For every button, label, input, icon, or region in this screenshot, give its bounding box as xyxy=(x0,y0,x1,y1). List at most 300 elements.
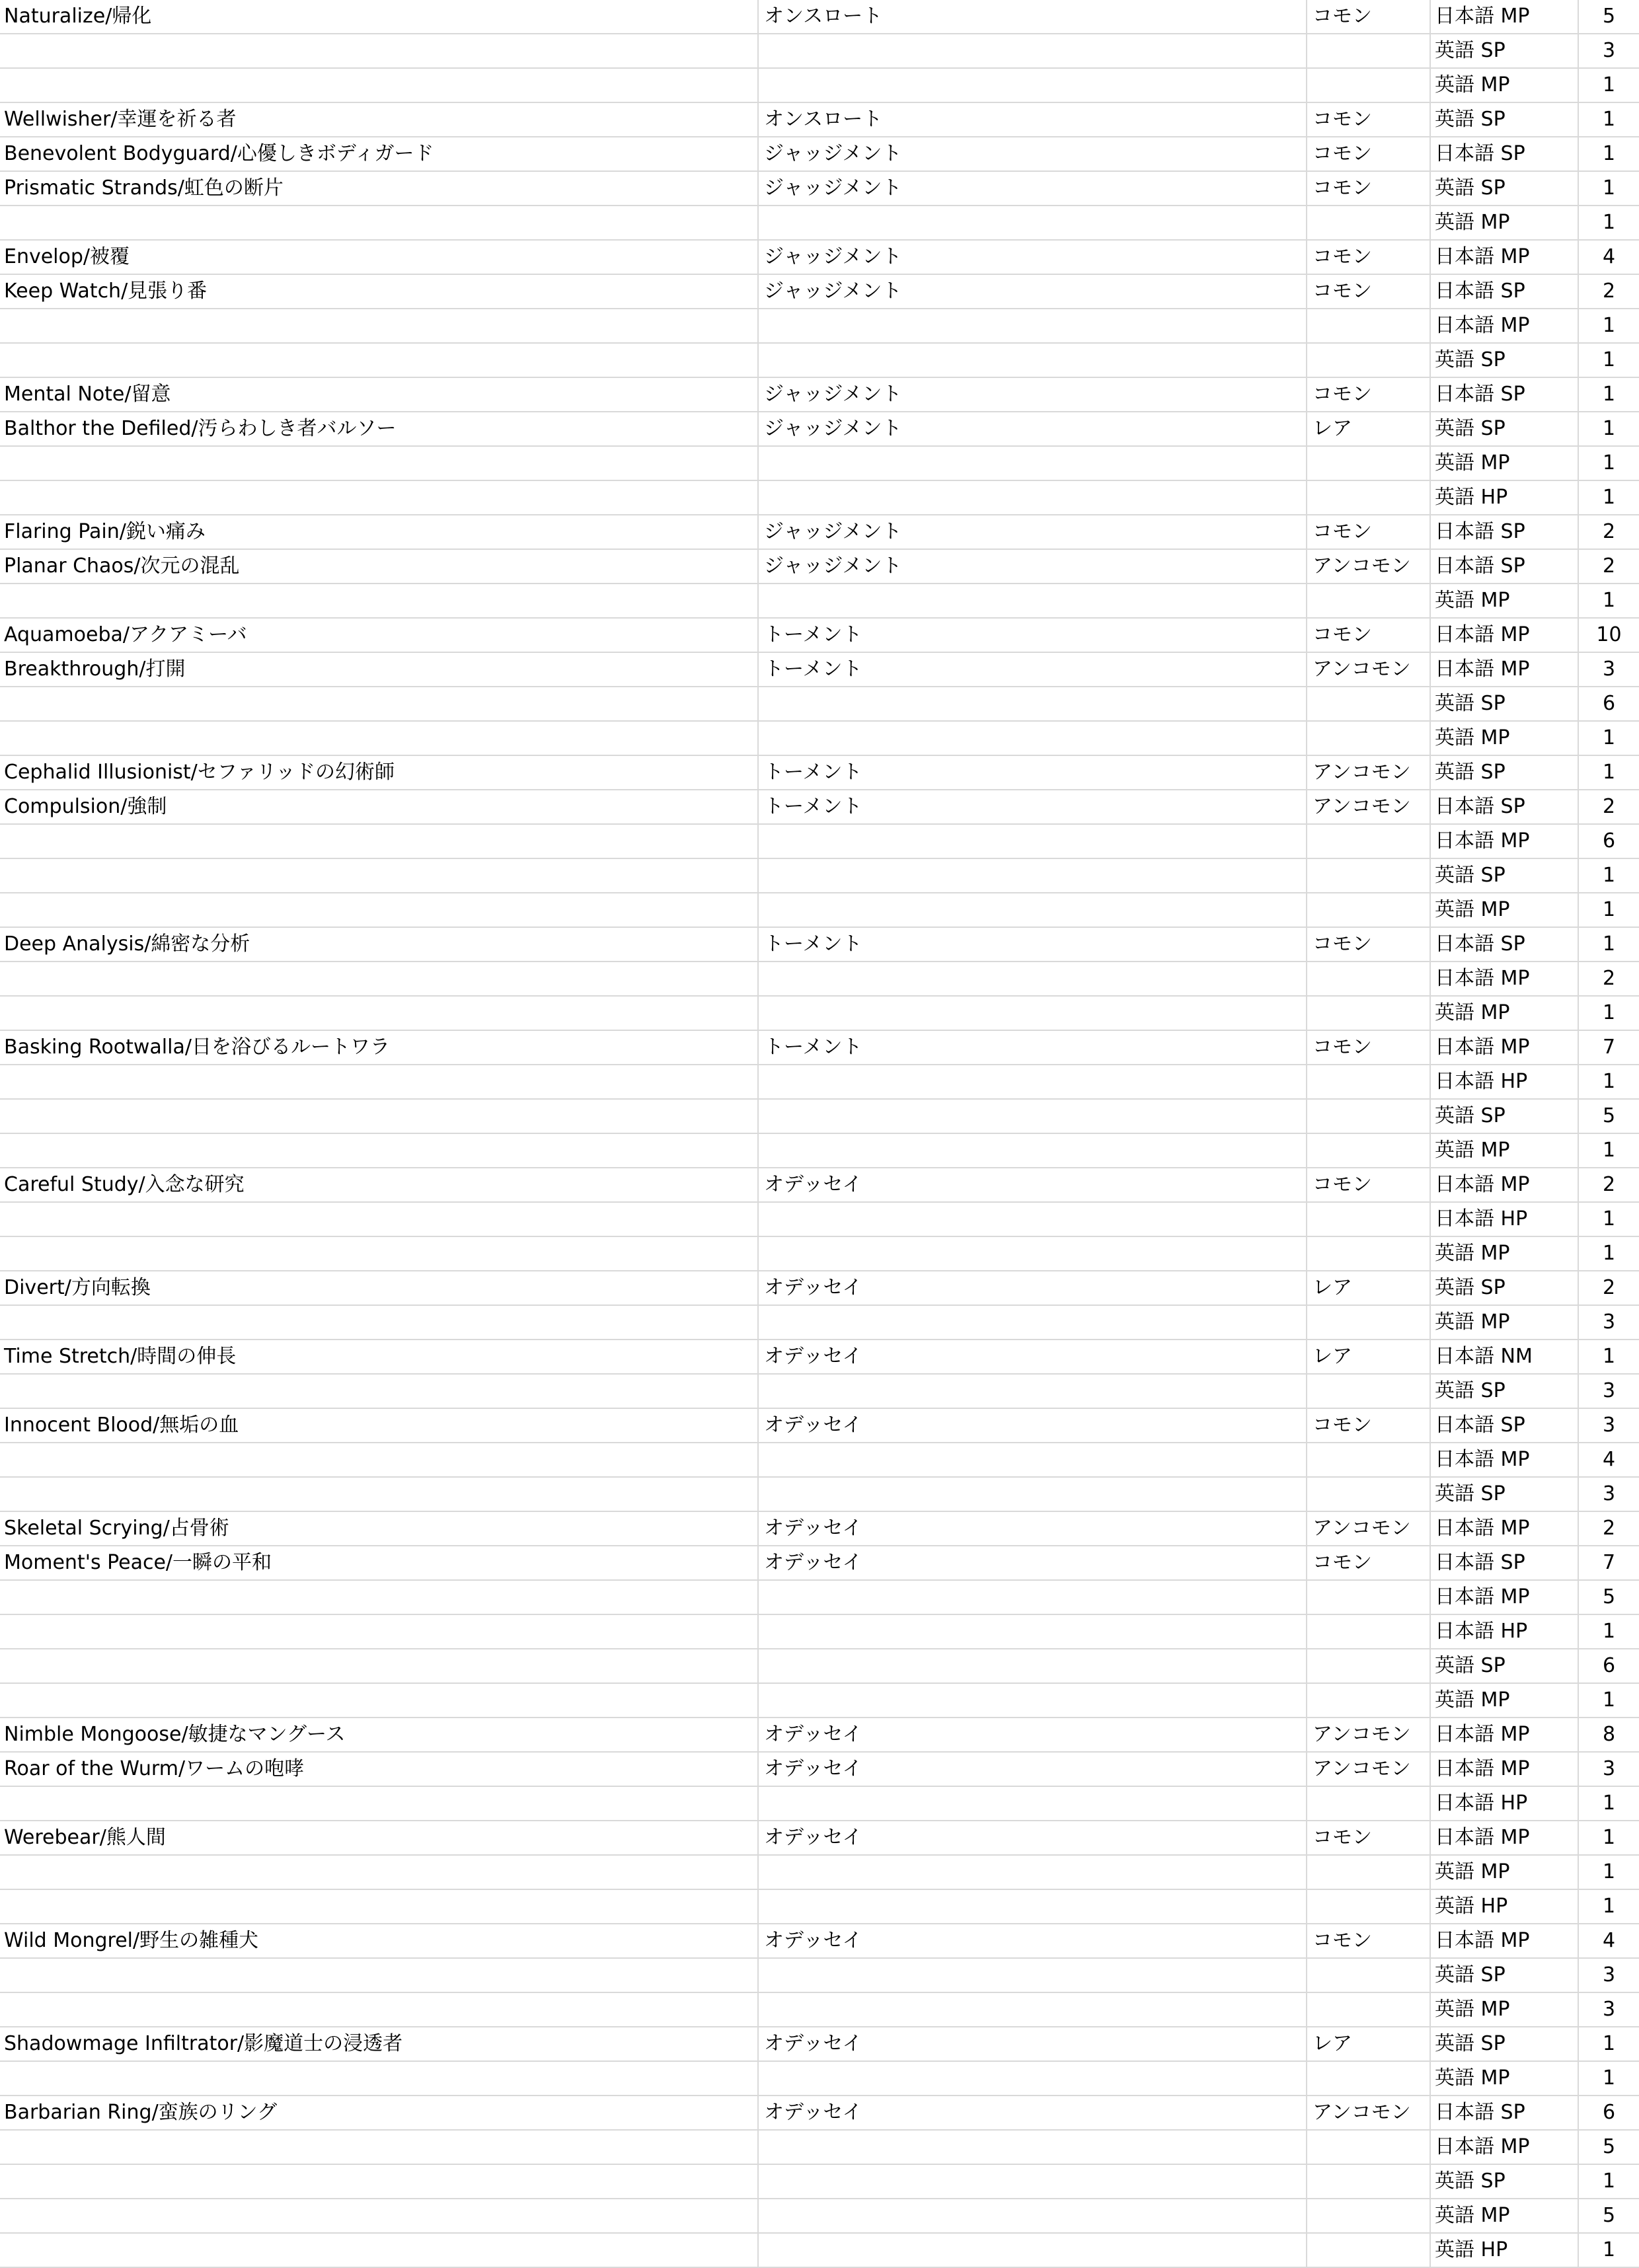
language-condition-cell[interactable]: 英語 MP xyxy=(1430,2199,1578,2233)
language-condition-cell[interactable]: 英語 MP xyxy=(1430,2061,1578,2096)
card-name-cell[interactable] xyxy=(0,1614,758,1649)
card-name-cell[interactable]: Benevolent Bodyguard/心優しきボディガード xyxy=(0,137,758,171)
set-cell[interactable]: オデッセイ xyxy=(758,1752,1307,1786)
rarity-cell[interactable] xyxy=(1307,1855,1430,1889)
language-condition-cell[interactable]: 日本語 MP xyxy=(1430,1718,1578,1752)
quantity-cell[interactable]: 2 xyxy=(1578,515,1639,549)
language-condition-cell[interactable]: 日本語 SP xyxy=(1430,1546,1578,1580)
quantity-cell[interactable]: 1 xyxy=(1578,1065,1639,1099)
set-cell[interactable]: ジャッジメント xyxy=(758,412,1307,446)
quantity-cell[interactable]: 1 xyxy=(1578,480,1639,515)
set-cell[interactable] xyxy=(758,2130,1307,2164)
language-condition-cell[interactable]: 英語 HP xyxy=(1430,480,1578,515)
set-cell[interactable]: オデッセイ xyxy=(758,1340,1307,1374)
language-condition-cell[interactable]: 日本語 MP xyxy=(1430,824,1578,858)
set-cell[interactable]: オデッセイ xyxy=(758,1408,1307,1443)
language-condition-cell[interactable]: 日本語 HP xyxy=(1430,1786,1578,1821)
quantity-cell[interactable]: 4 xyxy=(1578,1443,1639,1477)
set-cell[interactable] xyxy=(758,206,1307,240)
card-name-cell[interactable]: Roar of the Wurm/ワームの咆哮 xyxy=(0,1752,758,1786)
set-cell[interactable]: トーメント xyxy=(758,927,1307,962)
quantity-cell[interactable]: 4 xyxy=(1578,240,1639,274)
rarity-cell[interactable] xyxy=(1307,2233,1430,2267)
language-condition-cell[interactable]: 英語 MP xyxy=(1430,1133,1578,1168)
rarity-cell[interactable]: コモン xyxy=(1307,137,1430,171)
set-cell[interactable]: オンスロート xyxy=(758,102,1307,137)
card-name-cell[interactable]: Mental Note/留意 xyxy=(0,377,758,412)
card-name-cell[interactable] xyxy=(0,1065,758,1099)
rarity-cell[interactable] xyxy=(1307,1477,1430,1511)
set-cell[interactable] xyxy=(758,1202,1307,1236)
quantity-cell[interactable]: 7 xyxy=(1578,1030,1639,1065)
quantity-cell[interactable]: 1 xyxy=(1578,2164,1639,2199)
language-condition-cell[interactable]: 日本語 MP xyxy=(1430,1443,1578,1477)
rarity-cell[interactable] xyxy=(1307,962,1430,996)
set-cell[interactable] xyxy=(758,1065,1307,1099)
rarity-cell[interactable]: コモン xyxy=(1307,1408,1430,1443)
language-condition-cell[interactable]: 英語 SP xyxy=(1430,102,1578,137)
card-name-cell[interactable] xyxy=(0,893,758,927)
set-cell[interactable] xyxy=(758,962,1307,996)
card-name-cell[interactable] xyxy=(0,1580,758,1614)
card-name-cell[interactable]: Time Stretch/時間の伸長 xyxy=(0,1340,758,1374)
card-name-cell[interactable]: Prismatic Strands/虹色の断片 xyxy=(0,171,758,206)
card-name-cell[interactable]: Compulsion/強制 xyxy=(0,790,758,824)
rarity-cell[interactable]: コモン xyxy=(1307,1924,1430,1958)
quantity-cell[interactable]: 1 xyxy=(1578,1855,1639,1889)
language-condition-cell[interactable]: 英語 MP xyxy=(1430,1683,1578,1718)
card-name-cell[interactable]: Careful Study/入念な研究 xyxy=(0,1168,758,1202)
set-cell[interactable]: ジャッジメント xyxy=(758,240,1307,274)
language-condition-cell[interactable]: 日本語 MP xyxy=(1430,240,1578,274)
card-name-cell[interactable]: Innocent Blood/無垢の血 xyxy=(0,1408,758,1443)
rarity-cell[interactable] xyxy=(1307,1958,1430,1992)
quantity-cell[interactable]: 3 xyxy=(1578,1374,1639,1408)
rarity-cell[interactable]: コモン xyxy=(1307,240,1430,274)
set-cell[interactable] xyxy=(758,2199,1307,2233)
set-cell[interactable] xyxy=(758,1855,1307,1889)
quantity-cell[interactable]: 1 xyxy=(1578,858,1639,893)
quantity-cell[interactable]: 3 xyxy=(1578,1408,1639,1443)
card-name-cell[interactable] xyxy=(0,1889,758,1924)
card-name-cell[interactable] xyxy=(0,687,758,721)
quantity-cell[interactable]: 1 xyxy=(1578,1889,1639,1924)
set-cell[interactable] xyxy=(758,584,1307,618)
card-name-cell[interactable]: Basking Rootwalla/日を浴びるルートワラ xyxy=(0,1030,758,1065)
rarity-cell[interactable] xyxy=(1307,2164,1430,2199)
rarity-cell[interactable]: アンコモン xyxy=(1307,2096,1430,2130)
quantity-cell[interactable]: 2 xyxy=(1578,790,1639,824)
set-cell[interactable] xyxy=(758,824,1307,858)
set-cell[interactable] xyxy=(758,1099,1307,1133)
card-name-cell[interactable]: Werebear/熊人間 xyxy=(0,1821,758,1855)
quantity-cell[interactable]: 1 xyxy=(1578,68,1639,102)
rarity-cell[interactable] xyxy=(1307,1992,1430,2027)
quantity-cell[interactable]: 2 xyxy=(1578,1511,1639,1546)
quantity-cell[interactable]: 6 xyxy=(1578,1649,1639,1683)
set-cell[interactable] xyxy=(758,1374,1307,1408)
set-cell[interactable] xyxy=(758,2164,1307,2199)
language-condition-cell[interactable]: 日本語 MP xyxy=(1430,1511,1578,1546)
quantity-cell[interactable]: 3 xyxy=(1578,1477,1639,1511)
language-condition-cell[interactable]: 日本語 MP xyxy=(1430,1580,1578,1614)
language-condition-cell[interactable]: 英語 SP xyxy=(1430,412,1578,446)
set-cell[interactable] xyxy=(758,1580,1307,1614)
set-cell[interactable]: ジャッジメント xyxy=(758,274,1307,309)
quantity-cell[interactable]: 1 xyxy=(1578,102,1639,137)
set-cell[interactable]: ジャッジメント xyxy=(758,377,1307,412)
quantity-cell[interactable]: 1 xyxy=(1578,137,1639,171)
rarity-cell[interactable]: コモン xyxy=(1307,377,1430,412)
language-condition-cell[interactable]: 日本語 MP xyxy=(1430,962,1578,996)
rarity-cell[interactable] xyxy=(1307,1443,1430,1477)
quantity-cell[interactable]: 1 xyxy=(1578,412,1639,446)
card-name-cell[interactable] xyxy=(0,34,758,68)
rarity-cell[interactable] xyxy=(1307,858,1430,893)
card-name-cell[interactable] xyxy=(0,1099,758,1133)
language-condition-cell[interactable]: 英語 MP xyxy=(1430,893,1578,927)
rarity-cell[interactable]: コモン xyxy=(1307,1821,1430,1855)
language-condition-cell[interactable]: 英語 SP xyxy=(1430,1099,1578,1133)
quantity-cell[interactable]: 6 xyxy=(1578,2096,1639,2130)
set-cell[interactable]: オデッセイ xyxy=(758,1718,1307,1752)
card-name-cell[interactable] xyxy=(0,824,758,858)
set-cell[interactable] xyxy=(758,721,1307,755)
language-condition-cell[interactable]: 日本語 SP xyxy=(1430,790,1578,824)
language-condition-cell[interactable]: 日本語 SP xyxy=(1430,2096,1578,2130)
card-name-cell[interactable] xyxy=(0,2061,758,2096)
rarity-cell[interactable]: コモン xyxy=(1307,102,1430,137)
set-cell[interactable] xyxy=(758,480,1307,515)
set-cell[interactable] xyxy=(758,34,1307,68)
language-condition-cell[interactable]: 英語 MP xyxy=(1430,1236,1578,1271)
card-name-cell[interactable] xyxy=(0,2199,758,2233)
language-condition-cell[interactable]: 英語 HP xyxy=(1430,2233,1578,2267)
rarity-cell[interactable]: レア xyxy=(1307,2027,1430,2061)
rarity-cell[interactable]: アンコモン xyxy=(1307,755,1430,790)
quantity-cell[interactable]: 1 xyxy=(1578,996,1639,1030)
quantity-cell[interactable]: 6 xyxy=(1578,824,1639,858)
quantity-cell[interactable]: 8 xyxy=(1578,1718,1639,1752)
card-name-cell[interactable]: Naturalize/帰化 xyxy=(0,0,758,34)
language-condition-cell[interactable]: 英語 SP xyxy=(1430,343,1578,377)
card-name-cell[interactable]: Barbarian Ring/蛮族のリング xyxy=(0,2096,758,2130)
set-cell[interactable] xyxy=(758,1443,1307,1477)
rarity-cell[interactable]: アンコモン xyxy=(1307,1752,1430,1786)
card-name-cell[interactable] xyxy=(0,480,758,515)
rarity-cell[interactable] xyxy=(1307,2199,1430,2233)
card-name-cell[interactable]: Moment's Peace/一瞬の平和 xyxy=(0,1546,758,1580)
rarity-cell[interactable] xyxy=(1307,1133,1430,1168)
set-cell[interactable] xyxy=(758,996,1307,1030)
set-cell[interactable]: オデッセイ xyxy=(758,1271,1307,1305)
set-cell[interactable]: トーメント xyxy=(758,755,1307,790)
set-cell[interactable] xyxy=(758,1477,1307,1511)
card-name-cell[interactable] xyxy=(0,1305,758,1340)
language-condition-cell[interactable]: 英語 MP xyxy=(1430,584,1578,618)
rarity-cell[interactable]: コモン xyxy=(1307,515,1430,549)
card-name-cell[interactable] xyxy=(0,1958,758,1992)
set-cell[interactable]: オデッセイ xyxy=(758,1511,1307,1546)
card-name-cell[interactable] xyxy=(0,1443,758,1477)
rarity-cell[interactable]: アンコモン xyxy=(1307,790,1430,824)
rarity-cell[interactable] xyxy=(1307,893,1430,927)
card-name-cell[interactable]: Cephalid Illusionist/セファリッドの幻術師 xyxy=(0,755,758,790)
quantity-cell[interactable]: 5 xyxy=(1578,2130,1639,2164)
set-cell[interactable] xyxy=(758,1958,1307,1992)
quantity-cell[interactable]: 1 xyxy=(1578,1340,1639,1374)
language-condition-cell[interactable]: 英語 MP xyxy=(1430,1305,1578,1340)
rarity-cell[interactable]: コモン xyxy=(1307,171,1430,206)
language-condition-cell[interactable]: 英語 SP xyxy=(1430,1649,1578,1683)
card-name-cell[interactable]: Wild Mongrel/野生の雑種犬 xyxy=(0,1924,758,1958)
card-name-cell[interactable] xyxy=(0,1477,758,1511)
quantity-cell[interactable]: 1 xyxy=(1578,206,1639,240)
language-condition-cell[interactable]: 英語 MP xyxy=(1430,996,1578,1030)
card-name-cell[interactable]: Keep Watch/見張り番 xyxy=(0,274,758,309)
language-condition-cell[interactable]: 日本語 MP xyxy=(1430,618,1578,652)
card-name-cell[interactable]: Aquamoeba/アクアミーバ xyxy=(0,618,758,652)
quantity-cell[interactable]: 1 xyxy=(1578,2027,1639,2061)
set-cell[interactable]: オデッセイ xyxy=(758,1924,1307,1958)
quantity-cell[interactable]: 5 xyxy=(1578,1580,1639,1614)
set-cell[interactable] xyxy=(758,446,1307,480)
quantity-cell[interactable]: 1 xyxy=(1578,171,1639,206)
set-cell[interactable]: ジャッジメント xyxy=(758,137,1307,171)
set-cell[interactable]: ジャッジメント xyxy=(758,549,1307,584)
set-cell[interactable] xyxy=(758,1683,1307,1718)
card-name-cell[interactable] xyxy=(0,721,758,755)
language-condition-cell[interactable]: 英語 SP xyxy=(1430,858,1578,893)
card-name-cell[interactable] xyxy=(0,343,758,377)
card-name-cell[interactable] xyxy=(0,2164,758,2199)
language-condition-cell[interactable]: 英語 SP xyxy=(1430,34,1578,68)
set-cell[interactable]: トーメント xyxy=(758,1030,1307,1065)
rarity-cell[interactable]: アンコモン xyxy=(1307,1718,1430,1752)
card-name-cell[interactable]: Breakthrough/打開 xyxy=(0,652,758,687)
rarity-cell[interactable]: レア xyxy=(1307,412,1430,446)
rarity-cell[interactable] xyxy=(1307,446,1430,480)
language-condition-cell[interactable]: 日本語 MP xyxy=(1430,1924,1578,1958)
set-cell[interactable]: ジャッジメント xyxy=(758,515,1307,549)
card-name-cell[interactable] xyxy=(0,1374,758,1408)
quantity-cell[interactable]: 5 xyxy=(1578,2199,1639,2233)
card-name-cell[interactable]: Envelop/被覆 xyxy=(0,240,758,274)
set-cell[interactable] xyxy=(758,2233,1307,2267)
card-name-cell[interactable] xyxy=(0,309,758,343)
card-name-cell[interactable]: Wellwisher/幸運を祈る者 xyxy=(0,102,758,137)
set-cell[interactable] xyxy=(758,68,1307,102)
quantity-cell[interactable]: 1 xyxy=(1578,1133,1639,1168)
set-cell[interactable]: オデッセイ xyxy=(758,1821,1307,1855)
language-condition-cell[interactable]: 日本語 MP xyxy=(1430,309,1578,343)
rarity-cell[interactable] xyxy=(1307,687,1430,721)
language-condition-cell[interactable]: 日本語 NM xyxy=(1430,1340,1578,1374)
rarity-cell[interactable] xyxy=(1307,1649,1430,1683)
set-cell[interactable] xyxy=(758,1649,1307,1683)
language-condition-cell[interactable]: 英語 MP xyxy=(1430,721,1578,755)
language-condition-cell[interactable]: 日本語 SP xyxy=(1430,274,1578,309)
rarity-cell[interactable] xyxy=(1307,2061,1430,2096)
set-cell[interactable] xyxy=(758,687,1307,721)
quantity-cell[interactable]: 1 xyxy=(1578,1683,1639,1718)
rarity-cell[interactable] xyxy=(1307,1580,1430,1614)
language-condition-cell[interactable]: 英語 MP xyxy=(1430,68,1578,102)
set-cell[interactable]: オデッセイ xyxy=(758,1546,1307,1580)
set-cell[interactable]: トーメント xyxy=(758,618,1307,652)
rarity-cell[interactable] xyxy=(1307,721,1430,755)
language-condition-cell[interactable]: 日本語 MP xyxy=(1430,0,1578,34)
rarity-cell[interactable] xyxy=(1307,584,1430,618)
quantity-cell[interactable]: 3 xyxy=(1578,652,1639,687)
quantity-cell[interactable]: 1 xyxy=(1578,309,1639,343)
language-condition-cell[interactable]: 英語 SP xyxy=(1430,2164,1578,2199)
quantity-cell[interactable]: 7 xyxy=(1578,1546,1639,1580)
rarity-cell[interactable] xyxy=(1307,1374,1430,1408)
card-name-cell[interactable] xyxy=(0,2130,758,2164)
language-condition-cell[interactable]: 英語 SP xyxy=(1430,171,1578,206)
rarity-cell[interactable] xyxy=(1307,2130,1430,2164)
language-condition-cell[interactable]: 日本語 MP xyxy=(1430,1168,1578,1202)
set-cell[interactable]: トーメント xyxy=(758,652,1307,687)
rarity-cell[interactable]: レア xyxy=(1307,1340,1430,1374)
quantity-cell[interactable]: 1 xyxy=(1578,927,1639,962)
language-condition-cell[interactable]: 日本語 MP xyxy=(1430,2130,1578,2164)
language-condition-cell[interactable]: 日本語 MP xyxy=(1430,1030,1578,1065)
language-condition-cell[interactable]: 英語 SP xyxy=(1430,1271,1578,1305)
quantity-cell[interactable]: 1 xyxy=(1578,343,1639,377)
rarity-cell[interactable]: アンコモン xyxy=(1307,549,1430,584)
card-name-cell[interactable] xyxy=(0,996,758,1030)
card-name-cell[interactable] xyxy=(0,1202,758,1236)
rarity-cell[interactable] xyxy=(1307,1065,1430,1099)
set-cell[interactable] xyxy=(758,893,1307,927)
language-condition-cell[interactable]: 英語 SP xyxy=(1430,1958,1578,1992)
quantity-cell[interactable]: 2 xyxy=(1578,1168,1639,1202)
quantity-cell[interactable]: 1 xyxy=(1578,1236,1639,1271)
quantity-cell[interactable]: 1 xyxy=(1578,1202,1639,1236)
set-cell[interactable] xyxy=(758,1236,1307,1271)
card-name-cell[interactable]: Skeletal Scrying/占骨術 xyxy=(0,1511,758,1546)
quantity-cell[interactable]: 3 xyxy=(1578,1958,1639,1992)
quantity-cell[interactable]: 1 xyxy=(1578,584,1639,618)
rarity-cell[interactable]: コモン xyxy=(1307,1168,1430,1202)
set-cell[interactable]: オデッセイ xyxy=(758,1168,1307,1202)
language-condition-cell[interactable]: 英語 HP xyxy=(1430,1889,1578,1924)
set-cell[interactable] xyxy=(758,343,1307,377)
quantity-cell[interactable]: 5 xyxy=(1578,0,1639,34)
quantity-cell[interactable]: 1 xyxy=(1578,1821,1639,1855)
language-condition-cell[interactable]: 日本語 MP xyxy=(1430,1752,1578,1786)
quantity-cell[interactable]: 1 xyxy=(1578,1614,1639,1649)
rarity-cell[interactable] xyxy=(1307,1614,1430,1649)
rarity-cell[interactable]: コモン xyxy=(1307,1546,1430,1580)
language-condition-cell[interactable]: 日本語 SP xyxy=(1430,515,1578,549)
language-condition-cell[interactable]: 日本語 MP xyxy=(1430,652,1578,687)
language-condition-cell[interactable]: 日本語 SP xyxy=(1430,927,1578,962)
rarity-cell[interactable]: コモン xyxy=(1307,1030,1430,1065)
set-cell[interactable]: トーメント xyxy=(758,790,1307,824)
card-name-cell[interactable] xyxy=(0,1649,758,1683)
quantity-cell[interactable]: 2 xyxy=(1578,1271,1639,1305)
language-condition-cell[interactable]: 英語 SP xyxy=(1430,2027,1578,2061)
quantity-cell[interactable]: 1 xyxy=(1578,2061,1639,2096)
quantity-cell[interactable]: 6 xyxy=(1578,687,1639,721)
rarity-cell[interactable] xyxy=(1307,824,1430,858)
language-condition-cell[interactable]: 日本語 SP xyxy=(1430,377,1578,412)
rarity-cell[interactable]: コモン xyxy=(1307,274,1430,309)
card-name-cell[interactable] xyxy=(0,446,758,480)
rarity-cell[interactable] xyxy=(1307,34,1430,68)
language-condition-cell[interactable]: 日本語 SP xyxy=(1430,137,1578,171)
rarity-cell[interactable] xyxy=(1307,68,1430,102)
rarity-cell[interactable] xyxy=(1307,996,1430,1030)
set-cell[interactable] xyxy=(758,2061,1307,2096)
rarity-cell[interactable] xyxy=(1307,480,1430,515)
set-cell[interactable] xyxy=(758,1889,1307,1924)
set-cell[interactable]: オデッセイ xyxy=(758,2027,1307,2061)
card-name-cell[interactable] xyxy=(0,1133,758,1168)
set-cell[interactable] xyxy=(758,1786,1307,1821)
rarity-cell[interactable]: コモン xyxy=(1307,0,1430,34)
quantity-cell[interactable]: 1 xyxy=(1578,755,1639,790)
language-condition-cell[interactable]: 日本語 SP xyxy=(1430,549,1578,584)
quantity-cell[interactable]: 3 xyxy=(1578,1752,1639,1786)
rarity-cell[interactable]: コモン xyxy=(1307,927,1430,962)
card-name-cell[interactable] xyxy=(0,858,758,893)
card-name-cell[interactable] xyxy=(0,1236,758,1271)
language-condition-cell[interactable]: 日本語 HP xyxy=(1430,1065,1578,1099)
rarity-cell[interactable]: アンコモン xyxy=(1307,1511,1430,1546)
rarity-cell[interactable] xyxy=(1307,1683,1430,1718)
rarity-cell[interactable]: レア xyxy=(1307,1271,1430,1305)
card-name-cell[interactable]: Balthor the Defiled/汚らわしき者バルソー xyxy=(0,412,758,446)
card-name-cell[interactable]: Divert/方向転換 xyxy=(0,1271,758,1305)
quantity-cell[interactable]: 1 xyxy=(1578,1786,1639,1821)
rarity-cell[interactable]: アンコモン xyxy=(1307,652,1430,687)
quantity-cell[interactable]: 3 xyxy=(1578,1305,1639,1340)
quantity-cell[interactable]: 2 xyxy=(1578,962,1639,996)
card-name-cell[interactable] xyxy=(0,1683,758,1718)
language-condition-cell[interactable]: 英語 SP xyxy=(1430,1374,1578,1408)
rarity-cell[interactable]: コモン xyxy=(1307,618,1430,652)
rarity-cell[interactable] xyxy=(1307,309,1430,343)
language-condition-cell[interactable]: 英語 SP xyxy=(1430,687,1578,721)
set-cell[interactable] xyxy=(758,1614,1307,1649)
rarity-cell[interactable] xyxy=(1307,206,1430,240)
card-name-cell[interactable] xyxy=(0,962,758,996)
quantity-cell[interactable]: 5 xyxy=(1578,1099,1639,1133)
language-condition-cell[interactable]: 英語 SP xyxy=(1430,1477,1578,1511)
language-condition-cell[interactable]: 英語 MP xyxy=(1430,1855,1578,1889)
set-cell[interactable] xyxy=(758,1992,1307,2027)
quantity-cell[interactable]: 3 xyxy=(1578,1992,1639,2027)
card-name-cell[interactable]: Deep Analysis/綿密な分析 xyxy=(0,927,758,962)
quantity-cell[interactable]: 1 xyxy=(1578,377,1639,412)
language-condition-cell[interactable]: 英語 MP xyxy=(1430,206,1578,240)
card-name-cell[interactable] xyxy=(0,1786,758,1821)
quantity-cell[interactable]: 4 xyxy=(1578,1924,1639,1958)
card-name-cell[interactable] xyxy=(0,1855,758,1889)
quantity-cell[interactable]: 2 xyxy=(1578,274,1639,309)
language-condition-cell[interactable]: 日本語 HP xyxy=(1430,1202,1578,1236)
language-condition-cell[interactable]: 英語 MP xyxy=(1430,446,1578,480)
card-name-cell[interactable]: Planar Chaos/次元の混乱 xyxy=(0,549,758,584)
set-cell[interactable] xyxy=(758,858,1307,893)
set-cell[interactable]: オンスロート xyxy=(758,0,1307,34)
rarity-cell[interactable] xyxy=(1307,1305,1430,1340)
language-condition-cell[interactable]: 英語 SP xyxy=(1430,755,1578,790)
